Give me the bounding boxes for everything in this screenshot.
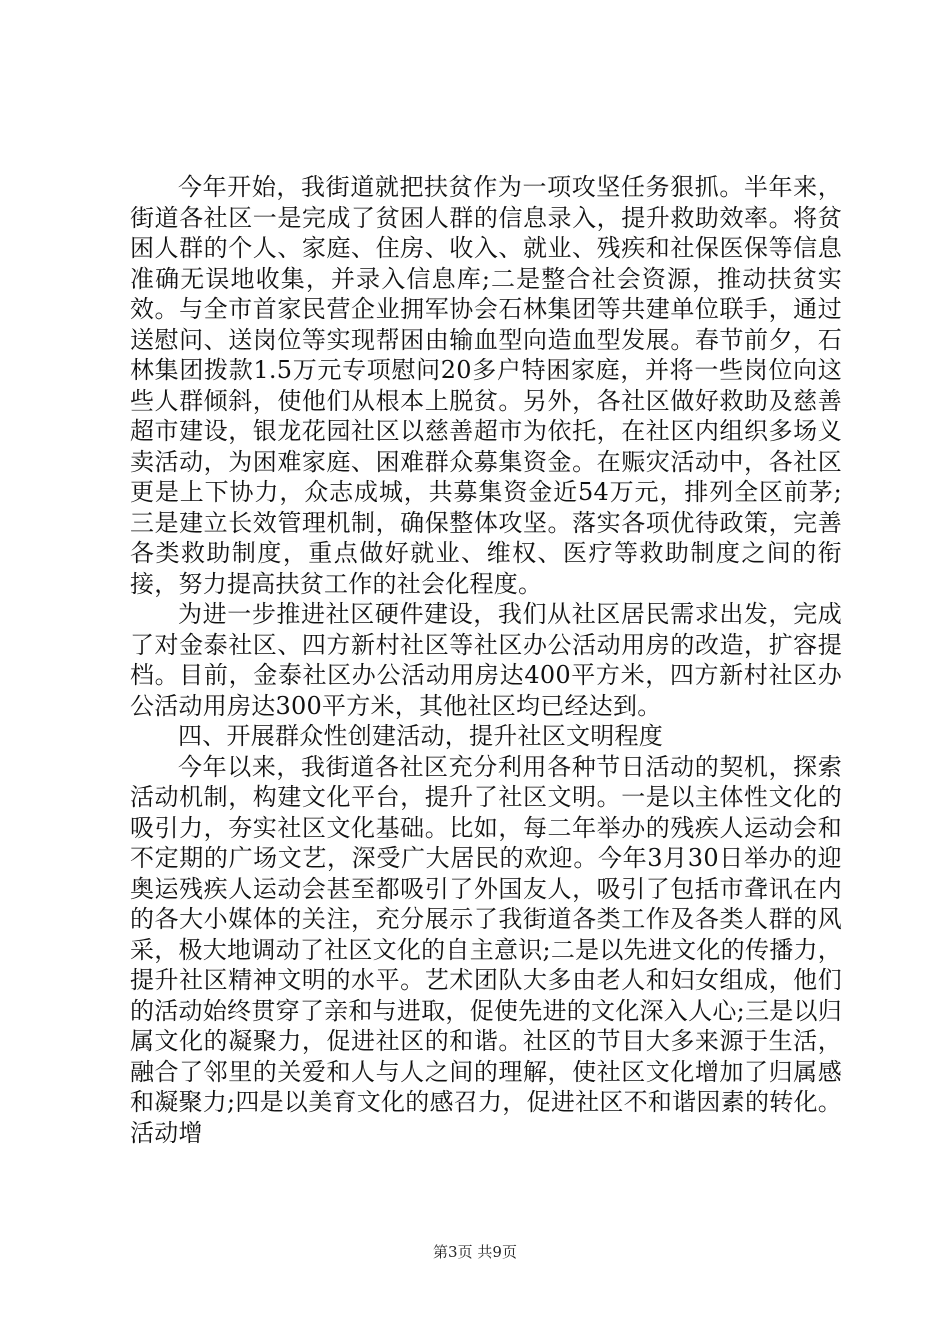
- total-pages-number: 9: [492, 1243, 502, 1261]
- page-footer: [0, 1241, 950, 1262]
- paragraph-community-culture: 今年以来，我街道各社区充分利用各种节日活动的契机，探索活动机制，构建文化平台，提升了社区文明。一是以主体性文化的吸引力，夯实社区文化基础。比如，每二年举办的残疾人运动会和不定期的广场文艺，深受广大居民的欢迎。今年3月30日举办的迎奥运残疾人运动会甚至都吸引了外国友人，吸引了包括市聋讯在内的各大小媒体的关注，充分展示了我街道各类工作及各类人群的风采，极大地调动了社区文化的自主意识;二是以先进文化的传播力，提升社区精神文明的水平。艺术团队大多由老人和妇女组成，他们的活动始终贯穿了亲和与进取，促使先进的文化深入人心;三是以归属文化的凝聚力，促进社区的和谐。社区的节目大多来源于生活，融合了邻里的关爱和人与人之间的理解，使社区文化增加了归属感和凝聚力;四是以美育文化的感召力，促进社区不和谐因素的转化。活动增: [130, 752, 842, 1147]
- paragraph-poverty-relief: 今年开始，我街道就把扶贫作为一项攻坚任务狠抓。半年来，街道各社区一是完成了贫困人群的信息录入，提升救助效率。将贫困人群的个人、家庭、住房、收入、就业、残疾和社保医保等信息准确无误地收集，并录入信息库;二是整合社会资源，推动扶贫实效。与全市首家民营企业拥军协会石林集团等共建单位联手，通过送慰问、送岗位等实现帮困由输血型向造血型发展。春节前夕，石林集团拨款1.5万元专项慰问20多户特困家庭，并将一些岗位向这些人群倾斜，使他们从根本上脱贫。另外，各社区做好救助及慈善超市建设，银龙花园社区以慈善超市为依托，在社区内组织多场义卖活动，为困难家庭、困难群众募集资金。在赈灾活动中，各社区更是上下协力，众志成城，共募集资金近54万元，排列全区前茅;三是建立长效管理机制，确保整体攻坚。落实各项优待政策，完善各类救助制度，重点做好就业、维权、医疗等救助制度之间的衔接，努力提高扶贫工作的社会化程度。: [130, 173, 842, 598]
- paragraph-community-facilities: 为进一步推进社区硬件建设，我们从社区居民需求出发，完成了对金泰社区、四方新村社区等社区办公活动用房的改造，扩容提档。目前，金泰社区办公活动用房达400平方米，四方新村社区办公活动用房达300平方米，其他社区均已经达到。: [130, 600, 842, 720]
- current-page-number: 3: [448, 1243, 458, 1261]
- total-prefix: 共: [477, 1243, 493, 1261]
- total-suffix: 页: [501, 1243, 517, 1261]
- page-suffix: 页: [457, 1243, 473, 1261]
- document-body: [130, 172, 842, 1148]
- page-prefix: 第: [433, 1243, 449, 1261]
- section-heading-civilization: 四、开展群众性创建活动，提升社区文明程度: [178, 722, 663, 750]
